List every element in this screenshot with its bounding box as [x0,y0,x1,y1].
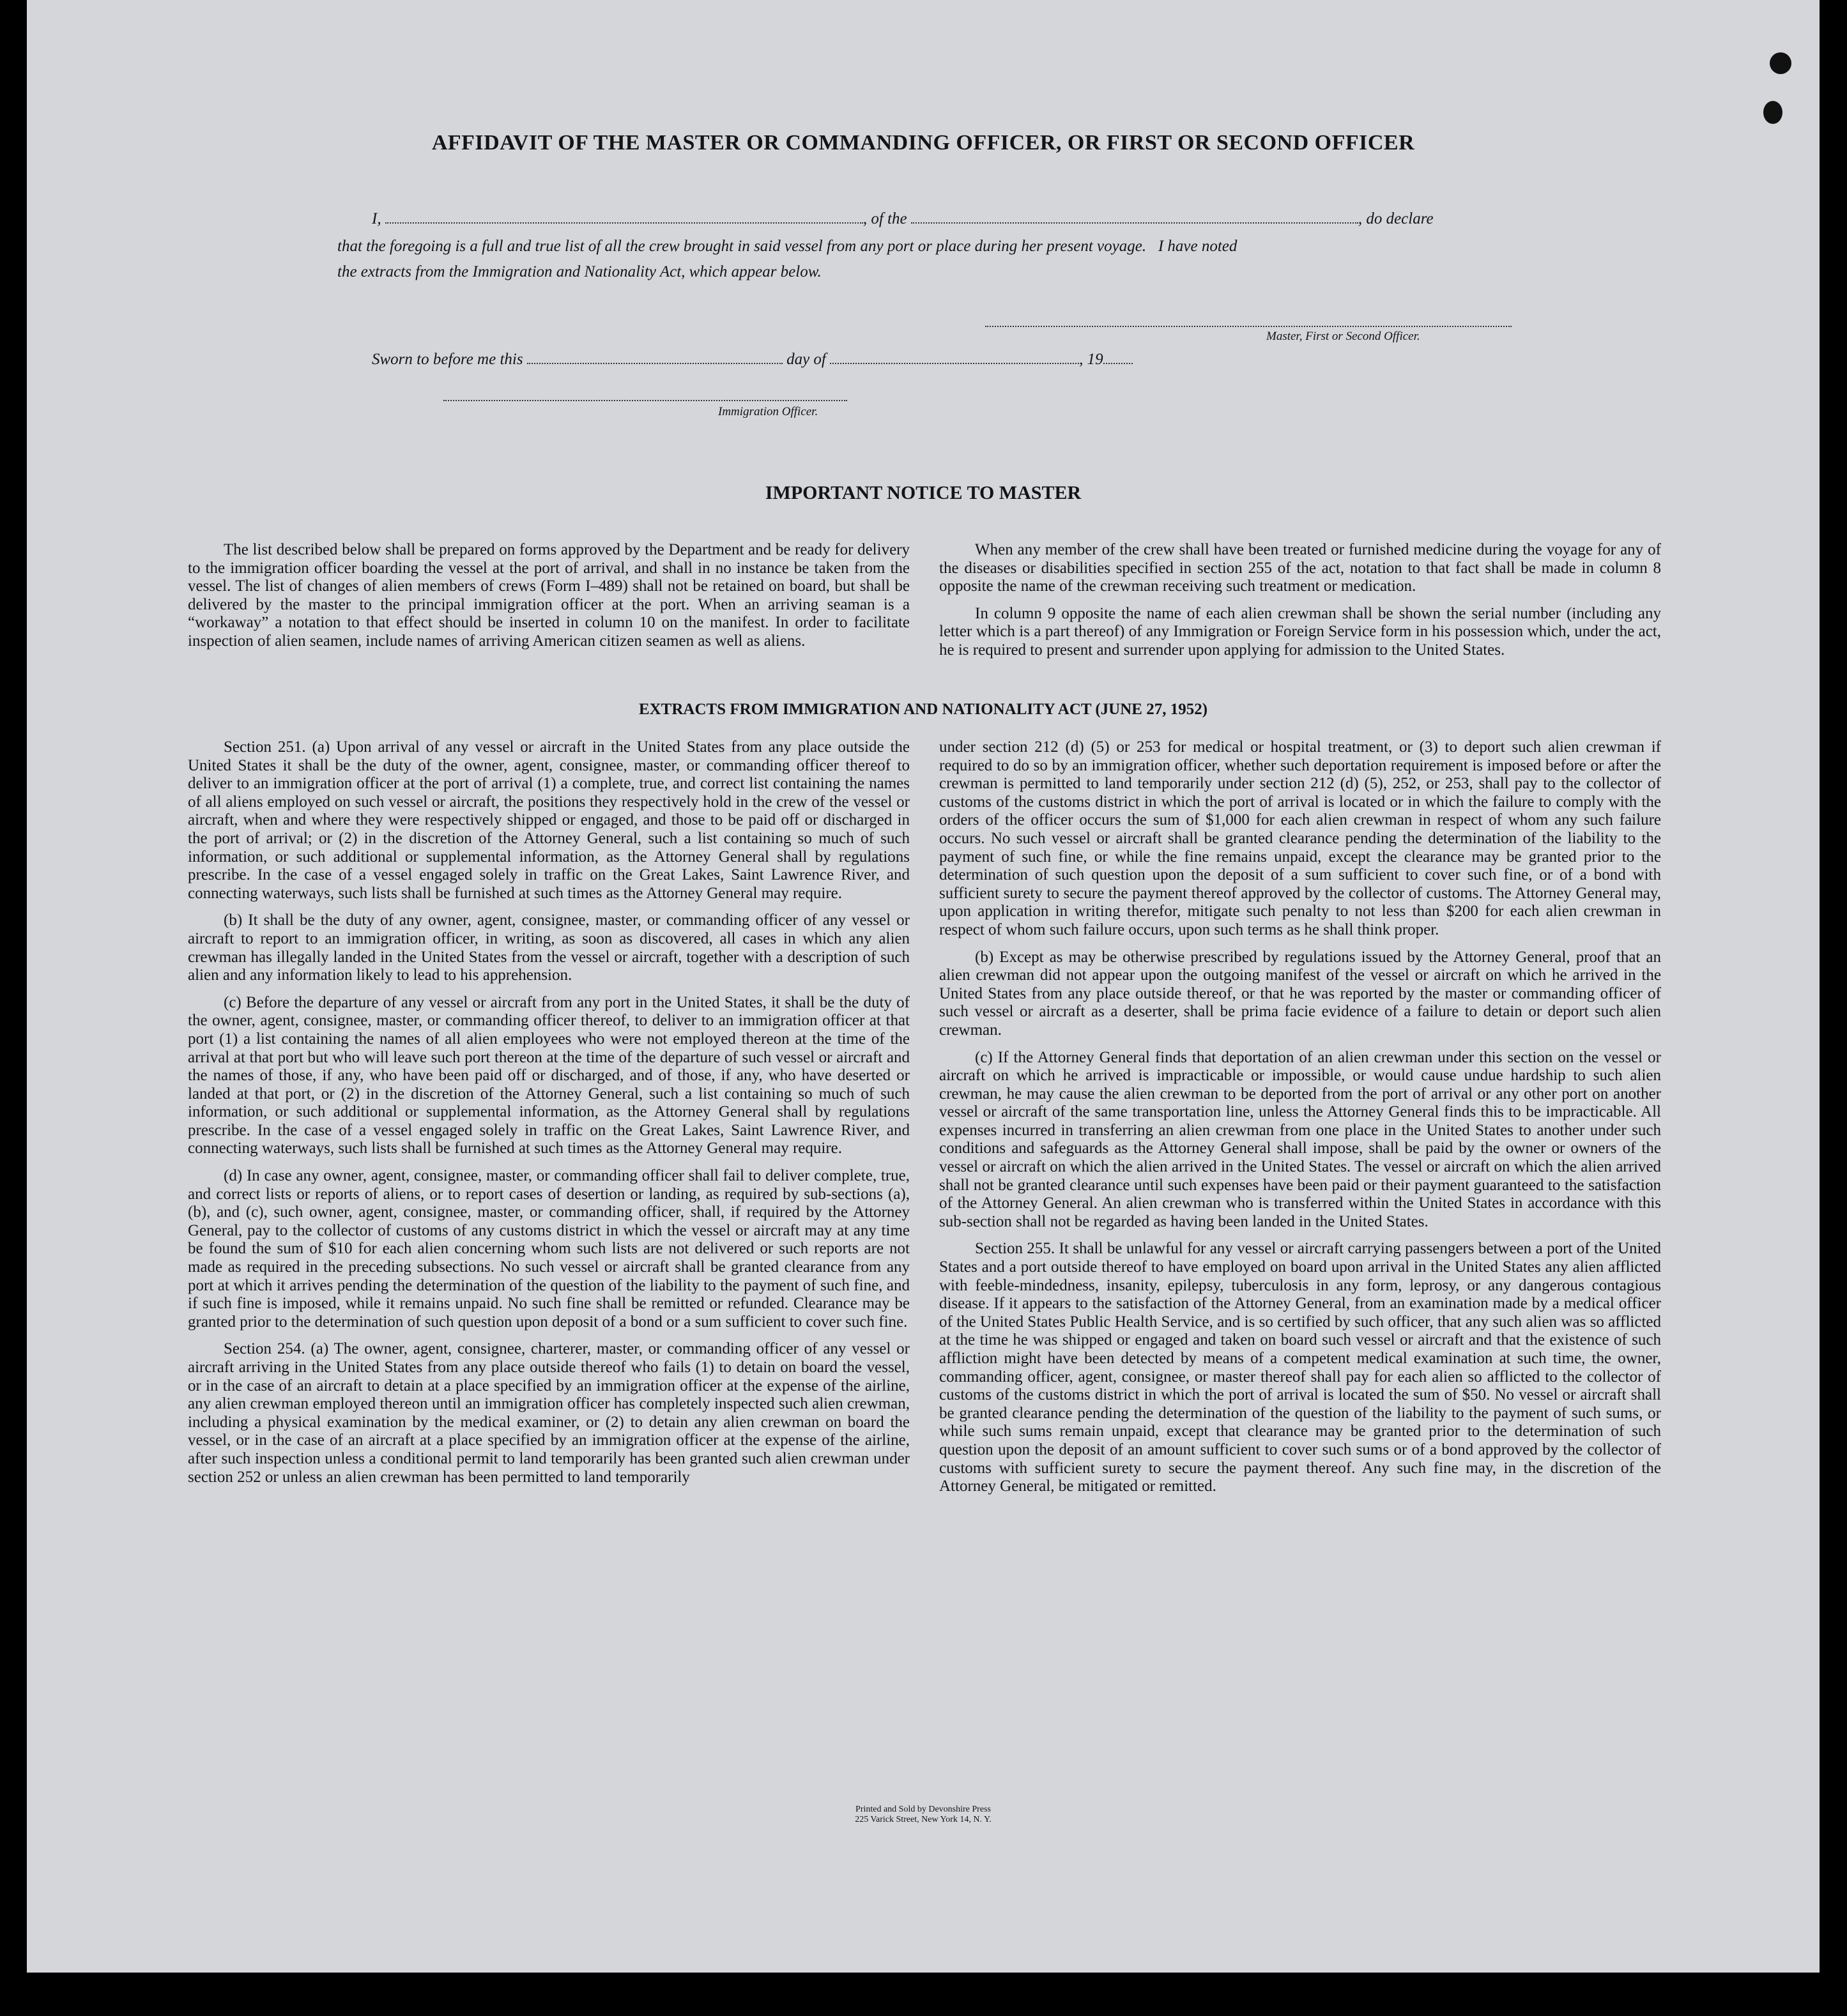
affidavit-title: AFFIDAVIT OF THE MASTER OR COMMANDING OFFICER, OR FIRST OR SECOND OFFICER [431,131,1415,155]
printer-line-2: 225 Varick Street, New York 14, N. Y. [855,1815,992,1824]
section-254-b: (b) Except as may be otherwise prescribed by regulations issued by the Attorney General, proof that an alien crewman did not appear upon the outgoing manifest of the vessel or aircraft on which he arrived in the United States from any place outside thereof, or that he was reported by the master or commanding officer of such vessel or aircraft as a deserter, shall be prima facie evidence of a failure to detain or deport such alien crewman. [939,948,1661,1039]
master-signature-line[interactable] [985,326,1512,327]
extracts-title: EXTRACTS FROM IMMIGRATION AND NATIONALITY ACT (JUNE 27, 1952) [638,701,1208,718]
immigration-officer-signature-line[interactable] [443,400,847,401]
extracts-right-column [939,738,1661,1496]
declare-i: I, [372,210,381,227]
name-blank[interactable] [385,210,863,224]
section-251-d: (d) In case any owner, agent, consignee, master, or commanding officer shall fail to deliver complete, true, and correct lists or reports of aliens, or to report cases of desertion or landing, as required by sub-sections (a), (b), and (c), such owner, agent, consignee, master, or commanding officer, shall, if required by the Attorney General, pay to the collector of customs of any customs district in which the vessel or aircraft may at any time be found the sum of $10 for each alien concerning whom such lists are not delivered or such reports are not made as required in the preceding subsections. No such vessel or aircraft shall be granted clearance from any port at which it arrives pending the determination of the question of the liability to the payment of such fine, and if such fine is imposed, while it remains unpaid. No such fine shall be remitted or refunded. Clearance may be granted prior to the determination of such question upon deposit of a bond or a sum sufficient to cover such fine. [188,1167,910,1331]
master-signature-label: Master, First or Second Officer. [1266,330,1420,343]
declare-end: , do declare [1358,210,1434,227]
vessel-blank[interactable] [911,210,1358,224]
sworn-day-blank[interactable] [527,350,783,364]
notice-right-paragraph-2: In column 9 opposite the name of each alien crewman shall be shown the serial number (including any letter which is a part thereof) of any Immigration or Foreign Service form in his possession which, under the act, he is required to present and surrender upon applying for admission to the United States. [939,604,1661,659]
section-255: Section 255. It shall be unlawful for any vessel or aircraft carrying passengers between a port of the United States and a port outside thereof to have employed on board upon arrival in the United States any alien afflicted with feeble-mindedness, insanity, epilepsy, tuberculosis in any form, leprosy, or any dangerous contagious disease. If it appears to the satisfaction of the Attorney General, from an examination made by a medical officer of the United States Public Health Service, and is so certified by such officer, that any such alien was so afflicted at the time he was shipped or engaged and taken on board such vessel or aircraft and that the existence of such affliction might have been detected by means of a competent medical examination at such time, the owner, commanding officer, agent, consignee, or master thereof shall pay for each alien so afflicted to the collector of customs of the customs district in which the port of arrival is located the sum of $50. No vessel or aircraft shall be granted clearance pending the determination of the question of the liability to the payment of such sums, or while such sums remain unpaid, except that clearance may be granted prior to the determination of such question upon the deposit of an amount sufficient to cover such sums or of a bond approved by the collector of customs with sufficient surety to secure the payment thereof. Any such fine may, in the discretion of the Attorney General, be mitigated or remitted. [939,1240,1661,1495]
statement-line-1: that the foregoing is a full and true list of all the crew brought in said vessel from any port or place during her present voyage. I have noted [337,238,1238,255]
notice-left-column [188,541,910,651]
punch-hole-mark-top [1770,52,1791,74]
sworn-year-blank[interactable] [1103,350,1133,364]
section-254-a-continued: under section 212 (d) (5) or 253 for medical or hospital treatment, or (3) to deport such alien crewman if required to do so by an immigration officer, whether such deportation requirement is imposed before or after the crewman is permitted to land temporarily under section 212 (d) (5), 252, or 253, shall pay to the collector of customs of the customs district in which the port of arrival is located or in which the failure to comply with the orders of the officer occurs the sum of $1,000 for each alien crewman in respect of whom any such failure occurs. No such vessel or aircraft shall be granted clearance pending the determination of the liability to the payment of such fine, or while the fine remains unpaid, except the clearance may be granted prior to the determination of such question upon the deposit of a sum sufficient to cover such fine, or of a bond with sufficient surety to secure the payment thereof approved by the collector of customs. The Attorney General may, upon application in writing therefor, mitigate such penalty to not less than $200 for each alien crewman in respect of whom such failure occurs, upon such terms as he shall think proper. [939,738,1661,938]
immigration-officer-label: Immigration Officer. [718,405,818,418]
section-251-b: (b) It shall be the duty of any owner, agent, consignee, master, or commanding officer of any vessel or aircraft to report to an immigration officer, in writing, as soon as discovered, all cases in which any alien crewman has illegally landed in the United States from the vessel or aircraft, together with a description of such alien and any information likely to lead to his apprehension. [188,912,910,984]
declaration-line [372,210,1434,228]
notice-right-column [939,541,1661,660]
declare-of-the: , of the [862,210,907,227]
extracts-left-column [188,738,910,1486]
section-251-a: Section 251. (a) Upon arrival of any vessel or aircraft in the United States from any place outside the United States it shall be the duty of the owner, agent, consignee, master, or commanding officer thereof to deliver to an immigration officer at the port of arrival (1) a complete, true, and correct list containing the names of all aliens employed on such vessel or aircraft, the positions they respectively hold in the crew of the vessel or aircraft, when and where they were respectively shipped or engaged, and those to be paid off or discharged in the port of arrival; or (2) in the discretion of the Attorney General, such a list containing so much of such information, or such additional or supplemental information, as the Attorney General shall by regulations prescribe. In the case of a vessel engaged solely in traffic on the Great Lakes, Saint Lawrence River, and connecting waterways, such lists shall be furnished at such times as the Attorney General may require. [188,738,910,902]
notice-right-paragraph-1: When any member of the crew shall have been treated or furnished medicine during the voyage for any of the diseases or disabilities specified in section 255 of the act, notation to that fact shall be made in column 8 opposite the name of the crewman receiving such treatment or medication. [939,541,1661,595]
sworn-month-blank[interactable] [830,350,1079,364]
section-254-a: Section 254. (a) The owner, agent, consignee, charterer, master, or commanding officer of any vessel or aircraft arriving in the United States from any place outside thereof who fails (1) to detain on board the vessel, or in the case of an aircraft to detain at a place specified by an immigration officer at the expense of the airline, any alien crewman employed thereon until an immigration officer has completely inspected such alien crewman, including a physical examination by the medical examiner, or (2) to detain any alien crewman on board the vessel, or in the case of an aircraft at a place specified by an immigration officer at the expense of the airline, after such inspection unless a conditional permit to land temporarily has been granted such alien crewman under section 252 or unless an alien crewman has been permitted to land temporarily [188,1340,910,1486]
statement-line-2: the extracts from the Immigration and Nationality Act, which appear below. [337,263,822,280]
notice-title: IMPORTANT NOTICE TO MASTER [765,482,1082,503]
sworn-before-text: Sworn to before me this [372,351,523,368]
day-of-text: day of [786,351,826,368]
section-254-c: (c) If the Attorney General finds that deportation of an alien crewman under this section on the vessel or aircraft on which he arrived is impracticable or impossible, or would cause undue hardship to such alien crewman, he may cause the alien crewman to be deported from the port of arrival or any other port on another vessel or aircraft of the same transportation line, unless the Attorney General finds this to be impracticable. All expenses incurred in transferring an alien crewman from one place in the United States to another under such conditions and safeguards as the Attorney General shall impose, shall be paid by the owner or owners of the vessel or aircraft on which the alien arrived in the United States. The vessel or aircraft on which the alien arrived shall not be granted clearance until such expenses have been paid or their payment guaranteed to the satisfaction of the Attorney General. An alien crewman who is transferred within the United States in accordance with this sub-section shall not be regarded as having been landed in the United States. [939,1048,1661,1230]
form-page [27,0,1820,1973]
sworn-line [372,350,1133,369]
notice-left-paragraph: The list described below shall be prepared on forms approved by the Department and be ready for delivery to the immigration officer boarding the vessel at the port of arrival, and shall in no instance be taken from the vessel. The list of changes of alien members of crews (Form I–489) shall not be retained on board, but shall be delivered by the master to the principal immigration officer at the port. When an arriving seaman is a “workaway” a notation to that effect should be inserted in column 10 on the manifest. In order to facilitate inspection of alien seamen, include names of arriving American citizen seamen as well as aliens. [188,541,910,650]
punch-hole-mark-bottom [1763,101,1782,124]
printer-line-1: Printed and Sold by Devonshire Press [855,1805,991,1814]
year-prefix-text: , 19 [1079,351,1103,368]
section-251-c: (c) Before the departure of any vessel or aircraft from any port in the United States, it shall be the duty of the owner, agent, consignee, master, or commanding officer thereof, to deliver to an immigration officer at that port (1) a list containing the names of all alien employees who were not employed thereon at the time of the arrival at that port but who will leave such port thereon at the time of the departure of such vessel or aircraft and the names of those, if any, who have been paid off or discharged, and of those, if any, who have deserted or landed at that port, or (2) in the discretion of the Attorney General, such a list containing so much of such information, or such additional or supplemental information, as the Attorney General shall by regulations prescribe. In the case of a vessel engaged solely in traffic on the Great Lakes, Saint Lawrence River, and connecting waterways, such lists shall be furnished at such times as the Attorney General may require. [188,993,910,1157]
printer-imprint [27,1805,1820,1825]
